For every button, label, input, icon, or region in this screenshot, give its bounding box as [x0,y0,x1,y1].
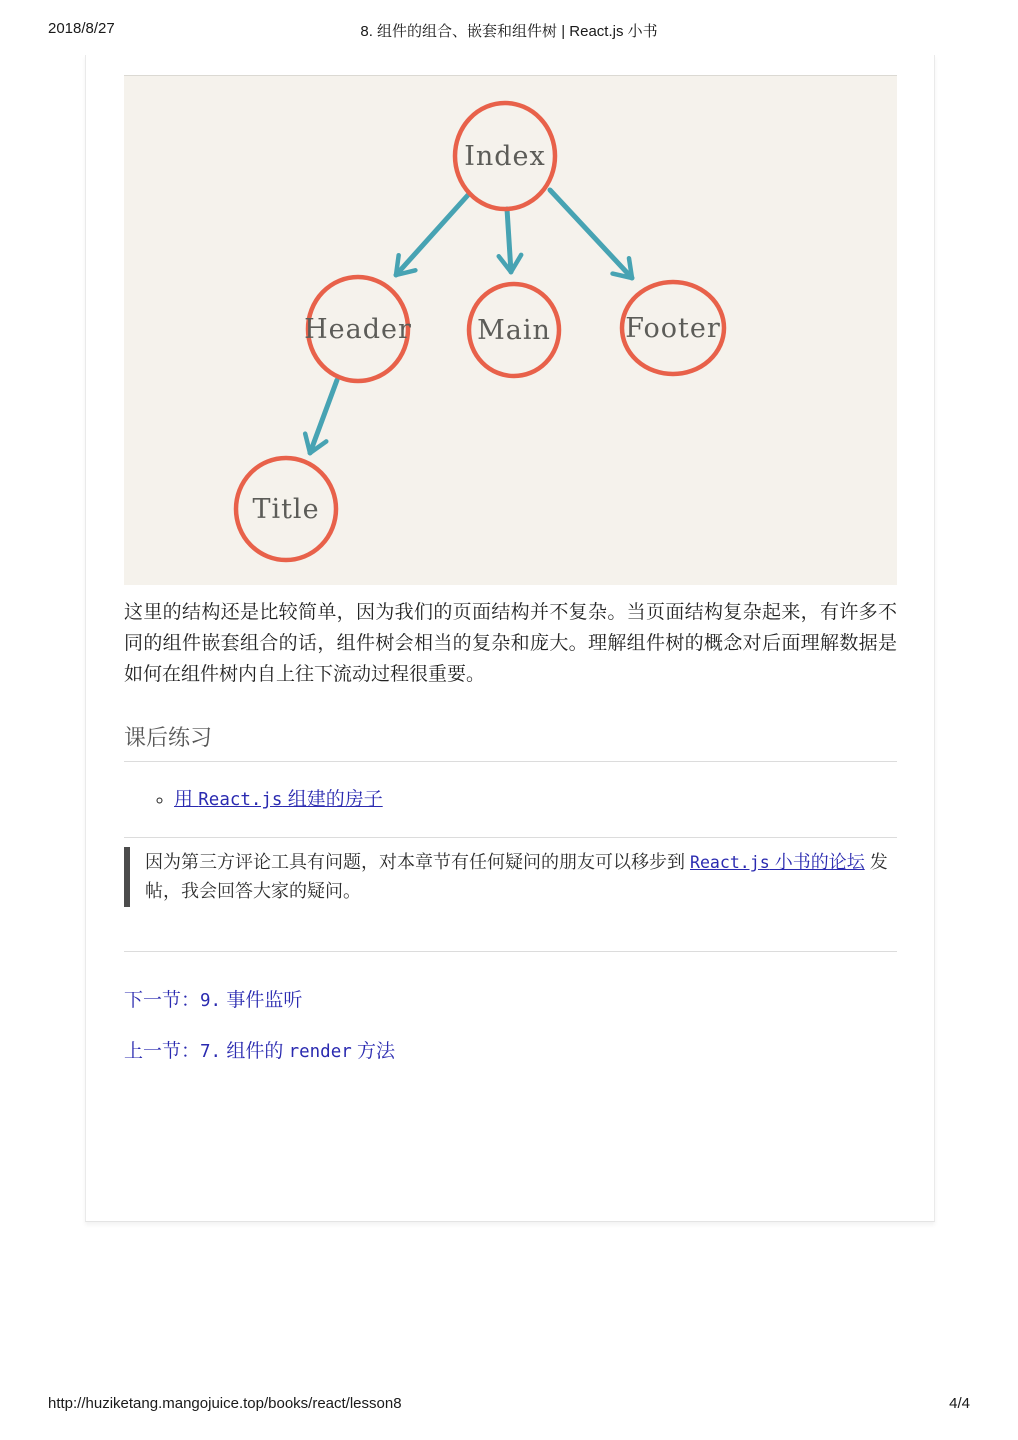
divider [124,837,897,838]
print-date: 2018/8/27 [48,20,115,37]
forum-link[interactable]: React.js 小书的论坛 [690,852,865,872]
exercise-link[interactable]: 用 React.js 组建的房子 [174,789,383,810]
exercise-list [124,784,897,816]
node-main-label: Main [477,315,551,346]
edge-index-main [507,209,511,272]
edge-index-footer [550,190,632,278]
source-url: http://huziketang.mangojuice.top/books/react/lesson8 [48,1395,402,1412]
nav-prev-row [124,1036,897,1068]
edge-index-header [396,195,468,275]
forum-note-text: 因为第三方评论工具有问题，对本章节有任何疑问的朋友可以移步到 [145,852,690,872]
node-footer-label: Footer [625,313,721,344]
exercise-list-item [174,784,897,816]
node-title-label: Title [252,494,320,525]
page-frame [85,55,935,1222]
nav-next-row [124,985,897,1017]
edge-header-title [310,380,337,453]
exercises-heading: 课后练习 [124,725,213,750]
print-header [48,20,970,40]
forum-note [124,847,897,907]
divider [124,761,897,762]
node-index-label: Index [464,141,546,172]
forum-note-text-after: 发帖，我会回答大家的疑问。 [145,852,888,901]
intro-paragraph: 这里的结构还是比较简单，因为我们的页面结构并不复杂。当页面结构复杂起来，有许多不同的组件嵌套组合的话，组件树会相当的复杂和庞大。理解组件树的概念对后面理解数据是如何在组件树内自上往下流动过程很重要。 [124,602,897,685]
divider [124,951,897,952]
print-footer [48,1395,970,1415]
node-header-label: Header [304,314,412,345]
component-tree-figure [124,75,897,585]
print-title: 8. 组件的组合、嵌套和组件树 | React.js 小书 [360,23,658,40]
page-number: 4/4 [949,1395,970,1412]
prev-lesson-link[interactable]: 上一节：7. 组件的 render 方法 [124,1041,396,1062]
next-lesson-link[interactable]: 下一节：9. 事件监听 [124,990,303,1011]
component-tree-svg [124,76,897,586]
